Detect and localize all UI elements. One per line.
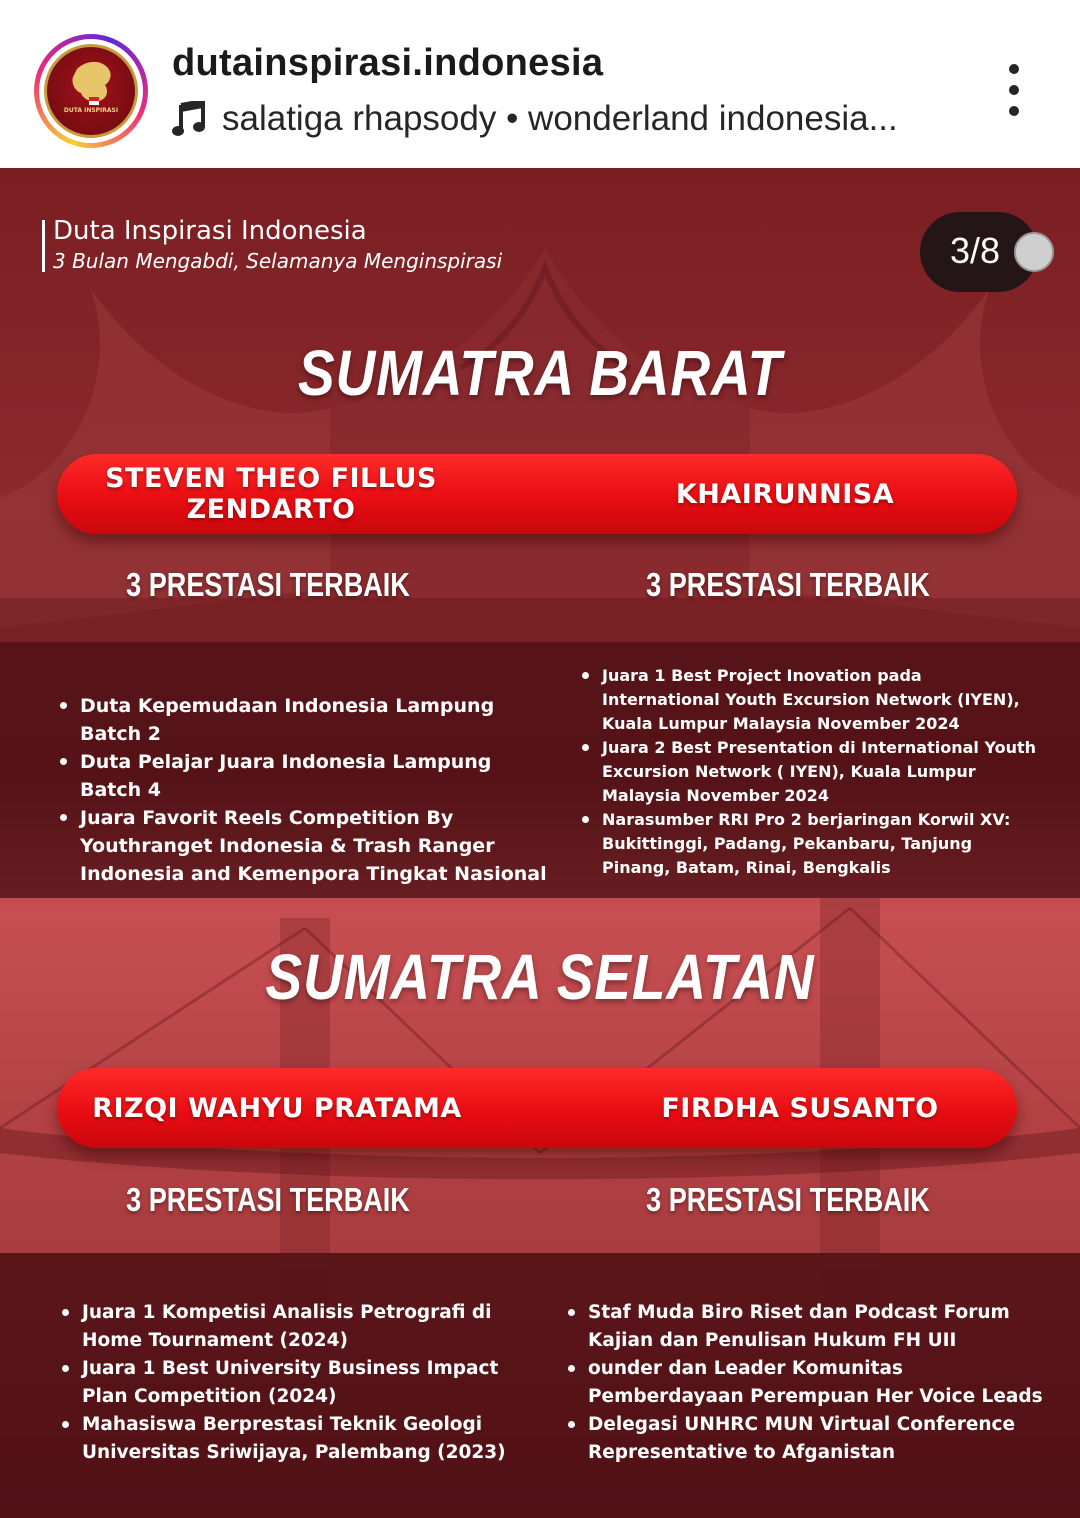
achievements-list bbox=[58, 692, 548, 888]
music-note-icon bbox=[172, 101, 206, 137]
list-item: Juara 1 Best Project Inovation pada International Youth Excursion Network (IYEN), Kuala Lumpur Malaysia November 2024 bbox=[580, 664, 1040, 736]
list-item: Mahasiswa Berprestasi Teknik Geologi Universitas Sriwijaya, Palembang (2023) bbox=[60, 1411, 540, 1467]
post-image[interactable] bbox=[0, 168, 1080, 1518]
region-title: SUMATRA SELATAN bbox=[265, 941, 815, 1013]
achievements-heading: 3 PRESTASI TERBAIK bbox=[646, 1181, 930, 1218]
indonesia-map-logo-icon bbox=[47, 47, 138, 138]
music-track-label[interactable]: salatiga rhapsody • wonderland indonesia... bbox=[222, 99, 898, 138]
name-banner bbox=[57, 1068, 1017, 1148]
ambassador-name: FIRDHA SUSANTO bbox=[661, 1092, 939, 1124]
story-ring[interactable] bbox=[34, 34, 148, 148]
post-header bbox=[0, 0, 1080, 168]
brand-tagline: 3 Bulan Mengabdi, Selamanya Menginspirasi bbox=[53, 249, 503, 273]
brand-title: Duta Inspirasi Indonesia bbox=[53, 216, 367, 246]
avatar-border bbox=[39, 39, 143, 143]
username[interactable]: dutainspirasi.indonesia bbox=[172, 42, 604, 84]
ambassador-name: KHAIRUNNISA bbox=[675, 478, 895, 510]
list-item: Duta Kepemudaan Indonesia Lampung Batch 2 bbox=[58, 692, 548, 748]
ambassador-name bbox=[57, 454, 485, 534]
list-item: Duta Pelajar Juara Indonesia Lampung Batch 4 bbox=[58, 748, 548, 804]
list-item: Delegasi UNHRC MUN Virtual Conference Representative to Afganistan bbox=[566, 1411, 1046, 1467]
avatar[interactable] bbox=[44, 44, 138, 138]
list-item: Juara 1 Kompetisi Analisis Petrografi di Home Tournament (2024) bbox=[60, 1299, 540, 1355]
more-dot bbox=[1009, 106, 1019, 116]
ambassador-name-line: ZENDARTO bbox=[186, 494, 356, 525]
name-banner bbox=[57, 454, 1017, 534]
achievements-list bbox=[566, 1299, 1046, 1467]
list-item: Juara 2 Best Presentation di International Youth Excursion Network ( IYEN), Kuala Lumpur Malaysia November 2024 bbox=[580, 736, 1040, 808]
region-title: SUMATRA BARAT bbox=[297, 337, 783, 409]
achievements-list bbox=[580, 664, 1040, 880]
carousel-counter-text: 3/8 bbox=[950, 230, 1001, 271]
list-item: ounder dan Leader Komunitas Pemberdayaan Perempuan Her Voice Leads bbox=[566, 1355, 1046, 1411]
list-item: Juara Favorit Reels Competition By Youthranget Indonesia & Trash Ranger Indonesia and Kemenpora Tingkat Nasional bbox=[58, 804, 548, 888]
list-item: Narasumber RRI Pro 2 berjaringan Korwil XV: Bukittinggi, Padang, Pekanbaru, Tanjung Pinang, Batam, Rinai, Bengkalis bbox=[580, 808, 1040, 880]
carousel-counter bbox=[920, 212, 1038, 292]
more-dot bbox=[1009, 64, 1019, 74]
achievements-heading: 3 PRESTASI TERBAIK bbox=[126, 566, 410, 603]
achievements-heading: 3 PRESTASI TERBAIK bbox=[646, 566, 930, 603]
list-item: Staf Muda Biro Riset dan Podcast Forum Kajian dan Penulisan Hukum FH UII bbox=[566, 1299, 1046, 1355]
avatar-logo-text: DUTA INSPIRASI bbox=[63, 107, 119, 114]
kemenpora-logo-icon bbox=[1014, 232, 1054, 272]
achievements-heading: 3 PRESTASI TERBAIK bbox=[126, 1181, 410, 1218]
list-item: Juara 1 Best University Business Impact Plan Competition (2024) bbox=[60, 1355, 540, 1411]
ambassador-name-line: STEVEN THEO FILLUS bbox=[105, 463, 437, 494]
ambassador-name: RIZQI WAHYU PRATAMA bbox=[92, 1092, 462, 1124]
achievements-list bbox=[60, 1299, 540, 1467]
more-vertical-icon[interactable] bbox=[996, 64, 1032, 120]
brand-divider bbox=[42, 220, 45, 272]
more-dot bbox=[1009, 85, 1019, 95]
